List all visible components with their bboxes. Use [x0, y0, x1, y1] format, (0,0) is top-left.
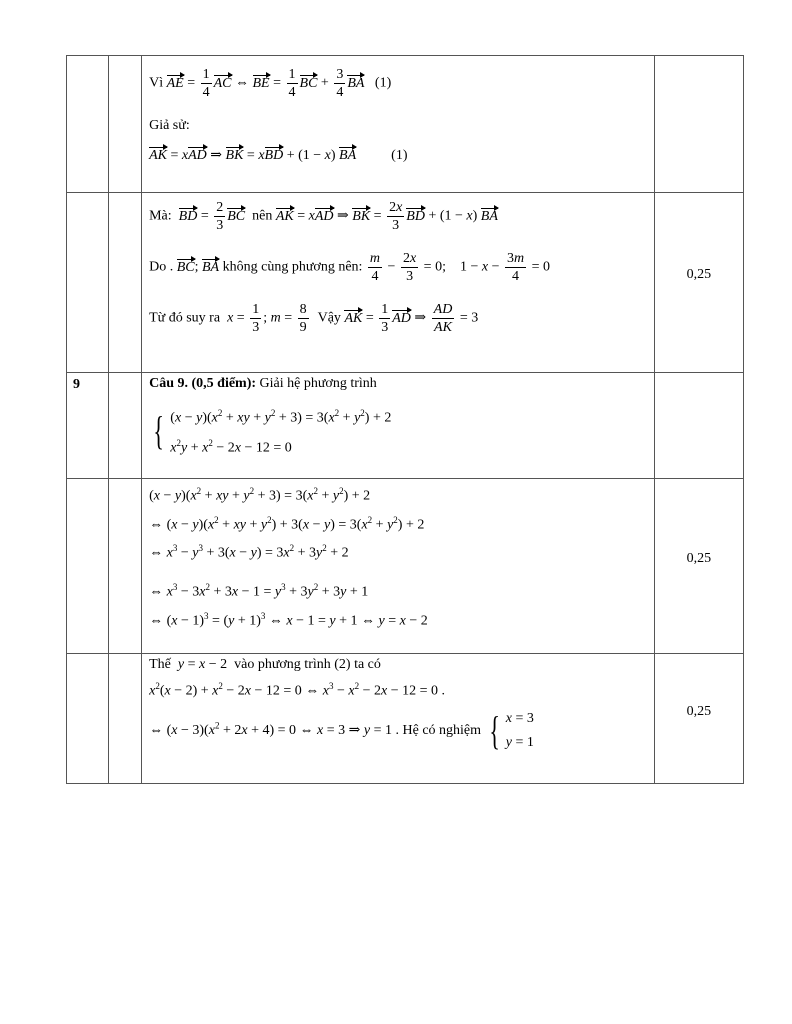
math-line: ⇔ $(x - 3)(x^2 + 2x + 4) = 0$ ⇔ x = 3 ⇒ y = 1 . Hệ có nghiệm { x = 3 y = 1	[149, 707, 534, 753]
math-line: Thế y = x − 2 vào phương trình (2) ta có	[149, 657, 381, 672]
math-line: ⇔ $(x - y)(x^2$ + xy + $y^2) + 3(x - y) = 3(x^2 + y^2) + 2$	[149, 514, 425, 533]
math-line: Do . BC; BA không cùng phương nên: $\frac{m}{4}$ − $\frac{2x}{3}$ = 0; 1 − x − $\frac{3m}{4}$ = 0	[149, 251, 551, 284]
answer-table	[66, 55, 744, 784]
score-cell: 0,25	[654, 654, 743, 784]
question-number-cell	[67, 56, 109, 193]
question-title: Câu 9. (0,5 điểm): Giải hệ phương trình	[149, 376, 377, 391]
question-number-cell	[67, 654, 109, 784]
math-line: Từ đó suy ra x = $\frac{1}{3}$ ; m = $\frac{8}{9}$ Vậy AK = $\frac{1}{3}$ AD ⇒ $\frac{AD}{AK}$ = 3	[149, 302, 479, 335]
question-number-cell	[67, 193, 109, 373]
solution-cell	[142, 193, 655, 373]
question-number-cell: 9	[67, 373, 109, 479]
question-number-cell	[67, 479, 109, 654]
math-line: $x^2(x - 2) + x^2 - 2x - 12 = 0$ ⇔ $x^3 - x^2 - 2x - 12 = 0$ .	[149, 681, 446, 699]
table-row	[67, 373, 744, 479]
solution-cell	[142, 56, 655, 193]
score-cell	[654, 56, 743, 193]
score-cell: 0,25	[654, 479, 743, 654]
math-line: ⇔ $(x - 1)^3 = (y + 1)^3$ ⇔ x − 1 = y + 1 ⇔ y = x − 2	[149, 610, 428, 629]
table-row	[67, 479, 744, 654]
math-line: Giả sử:	[149, 118, 190, 133]
table-row	[67, 56, 744, 193]
math-line: Vì AE = $\frac{1}{4}$ AC ⇔ BE = $\frac{1}{4}$ BC + $\frac{3}{4}$ BA (1)	[149, 67, 392, 100]
solution-cell	[142, 479, 655, 654]
math-line: ⇔ $x^3 - 3x^2 + 3x - 1 = y^3 + 3y^2 + 3y + 1$	[149, 581, 369, 600]
table-row	[67, 654, 744, 784]
math-line: Mà: BD = $\frac{2}{3}$ BC nên AK = xAD ⇒ BK = $\frac{2x}{3}$ BD + (1 − x) BA	[149, 200, 498, 233]
solution-cell	[142, 654, 655, 784]
score-cell	[654, 373, 743, 479]
equation-system: { $(x - y)(x^2$ + xy + $y^2 + 3) = 3(x^2 + y^2) + 2$ $x^2y + x^2 - 2x - 12 = 0$	[153, 407, 392, 456]
math-line: ⇔ $x^3 - y^3 + 3(x - y) = 3x^2 + 3y^2 + 2$	[149, 543, 349, 561]
score-cell: 0,25	[654, 193, 743, 373]
math-line: $(x - y)(x^2$ + xy + $y^2 + 3) = 3(x^2 + y^2) + 2$	[149, 486, 371, 504]
table-row	[67, 193, 744, 373]
solution-cell	[142, 373, 655, 479]
math-line: AK = xAD ⇒ BK = xBD + (1 − x) BA (1)	[149, 148, 408, 163]
